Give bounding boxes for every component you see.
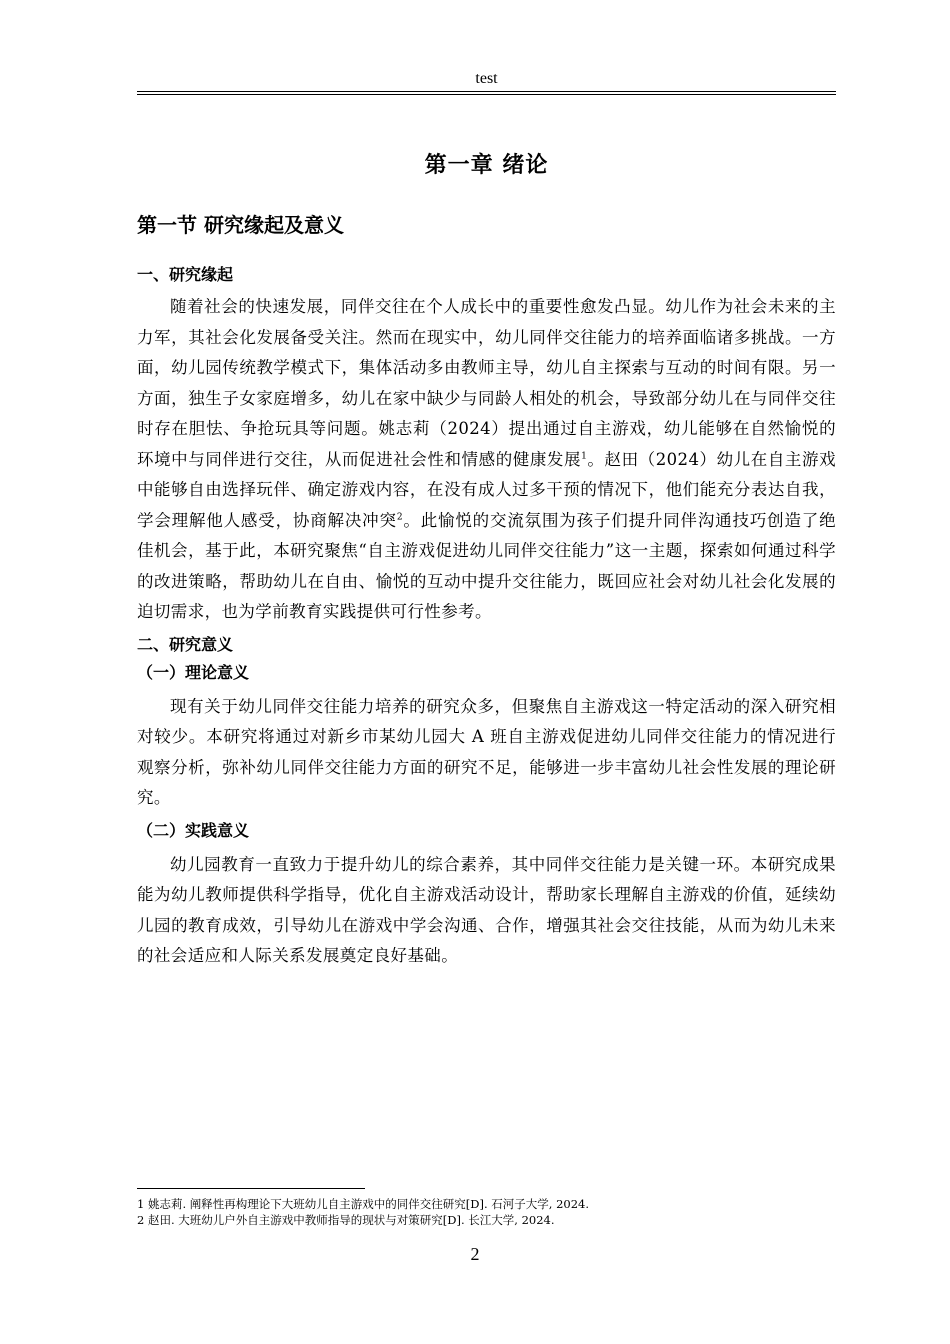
footnote-ref-2[interactable]: 2 (396, 512, 403, 522)
running-header: test (475, 70, 498, 87)
paragraph-theoretical-significance: 现有关于幼儿同伴交往能力培养的研究众多，但聚焦自主游戏这一特定活动的深入研究相对较少。本研究将通过对新乡市某幼儿园大 A 班自主游戏促进幼儿同伴交往能力的情况进行观察分析，弥补幼儿同伴交往能力方面的研究不足，能够进一步丰富幼儿社会性发展的理论研究。 (137, 696, 836, 807)
section-title: 第一节 研究缘起及意义 (137, 213, 344, 237)
heading-research-origin: 一、研究缘起 (137, 265, 234, 284)
footnote-ref-1[interactable]: 1 (581, 451, 588, 461)
footnote-2: 2 赵田. 大班幼儿户外自主游戏中教师指导的现状与对策研究[D]. 长江大学, 2024. (137, 1213, 555, 1227)
paragraph-text-a: 随着社会的快速发展，同伴交往在个人成长中的重要性愈发凸显。幼儿作为社会未来的主力军，其社会化发展备受关注。然而在现实中，幼儿同伴交往能力的培养面临诸多挑战。一方面，幼儿园传统教学模式下，集体活动多由教师主导，幼儿自主探索与互动的时间有限。另一方面，独生子女家庭增多，幼儿在家中缺少与同龄人相处的机会，导致部分幼儿在与同伴交往时存在胆怯、争抢玩具等问题。姚志莉（2024）提出通过自主游戏，幼儿能够在自然愉悦的环境中与同伴进行交往，从而促进社会性和情感的健康发展 (137, 297, 836, 469)
footnotes (137, 1196, 836, 1228)
paragraph-text-c: 。此愉悦的交流氛围为孩子们提升同伴沟通技巧创造了绝佳机会，基于此，本研究聚焦“自主游戏促进幼儿同伴交往能力”这一主题，探索如何通过科学的改进策略，帮助幼儿在自由、愉悦的互动中提升交往能力，既回应社会对幼儿社会化发展的迫切需求，也为学前教育实践提供可行性参考。 (137, 510, 837, 621)
chapter-title: 第一章 绪论 (424, 152, 549, 178)
header-rule (137, 91, 836, 92)
paragraph-practical-significance: 幼儿园教育一直致力于提升幼儿的综合素养，其中同伴交往能力是关键一环。本研究成果能为幼儿教师提供科学指导，优化自主游戏活动设计，帮助家长理解自主游戏的价值，延续幼儿园的教育成效，引导幼儿在游戏中学会沟通、合作，增强其社会交往技能，从而为幼儿未来的社会适应和人际关系发展奠定良好基础。 (137, 854, 836, 965)
header-rule-double (137, 94, 836, 95)
footnote-separator (137, 1188, 365, 1189)
paragraph-research-origin (137, 292, 836, 628)
heading-research-significance: 二、研究意义 (137, 634, 234, 654)
page-number: 2 (470, 1244, 480, 1264)
paragraph-text-b: 。赵田（2024）幼儿在自主游戏中能够自由选择玩伴、确定游戏内容，在没有成人过多干预的情况下，他们能充分表达自我，学会理解他人感受，协商解决冲突 (137, 449, 836, 530)
heading-theoretical-significance: （一）理论意义 (137, 662, 250, 682)
main-content (137, 140, 836, 978)
heading-practical-significance: （二）实践意义 (137, 820, 250, 840)
footnote-1: 1 姚志莉. 阐释性再构理论下大班幼儿自主游戏中的同伴交往研究[D]. 石河子大学, 2024. (137, 1197, 590, 1211)
